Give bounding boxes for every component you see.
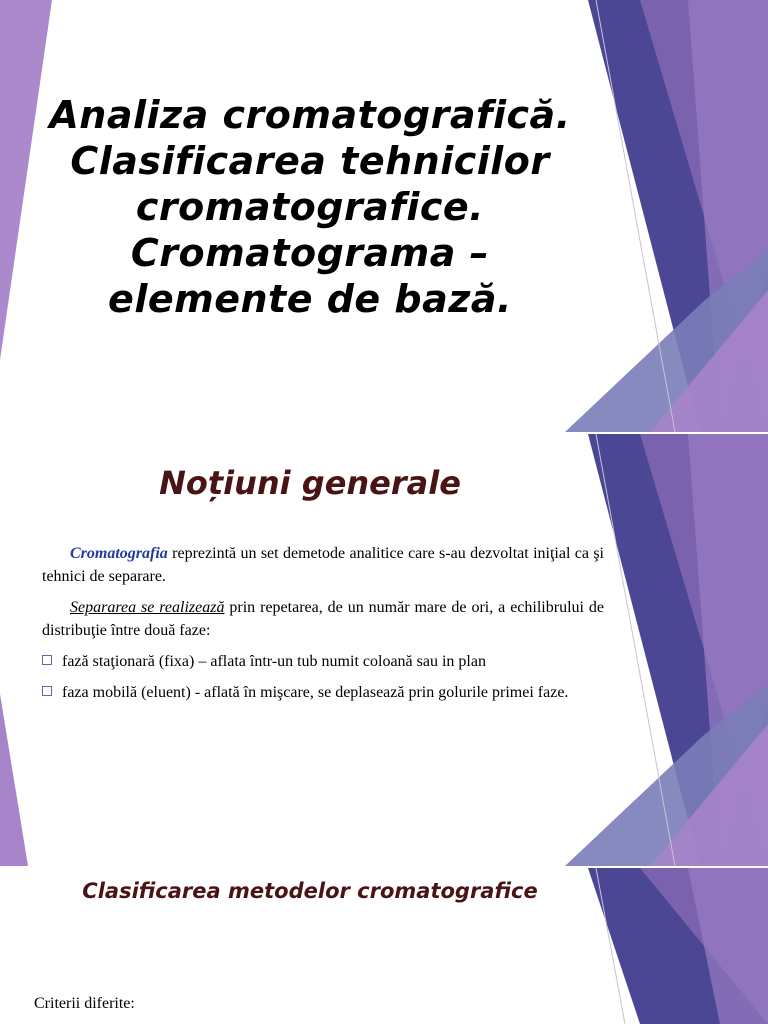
title-line-4: Cromatograma – xyxy=(130,231,490,275)
slide-title-heading xyxy=(0,92,620,322)
bullet-text-mobile: faza mobilă (eluent) - aflată în mişcare, se deplasează prin golurile primei faze. xyxy=(62,684,569,701)
list-item xyxy=(42,650,604,673)
slide-general-notions xyxy=(0,434,768,866)
paragraph-separation-text: prin repetarea, de un număr mare de ori, a echilibrului de distribuţie între două faze: xyxy=(42,599,605,639)
slide-body xyxy=(42,542,604,712)
title-line-1: Analiza cromatografică. xyxy=(49,93,571,137)
square-bullet-icon xyxy=(42,686,52,696)
slide-classification xyxy=(0,868,768,1024)
bullet-text-stationary: fază staţionară (fixa) – aflata într-un tub numit coloană sau in plan xyxy=(62,653,486,670)
title-line-2: Clasificarea tehnicilor xyxy=(70,139,550,183)
title-line-5: elemente de bază. xyxy=(108,277,512,321)
square-bullet-icon xyxy=(42,655,52,665)
section-title: Clasificarea metodelor cromatografice xyxy=(82,879,538,903)
slide-title xyxy=(0,0,768,432)
left-facet xyxy=(0,694,28,866)
title-line-3: cromatografice. xyxy=(135,185,485,229)
section-title: Noțiuni generale xyxy=(159,464,461,502)
term-separarea: Separarea se realizează xyxy=(70,599,225,616)
paragraph-definition xyxy=(42,542,604,588)
term-cromatografia: Cromatografia xyxy=(70,545,168,562)
list-item xyxy=(42,681,604,704)
criteria-label: Criterii diferite: xyxy=(34,995,135,1012)
paragraph-separation xyxy=(42,596,604,642)
paragraph-definition-text: reprezintă un set demetode analitice care s-au dezvoltat iniţial ca şi tehnici de separare. xyxy=(42,545,604,585)
